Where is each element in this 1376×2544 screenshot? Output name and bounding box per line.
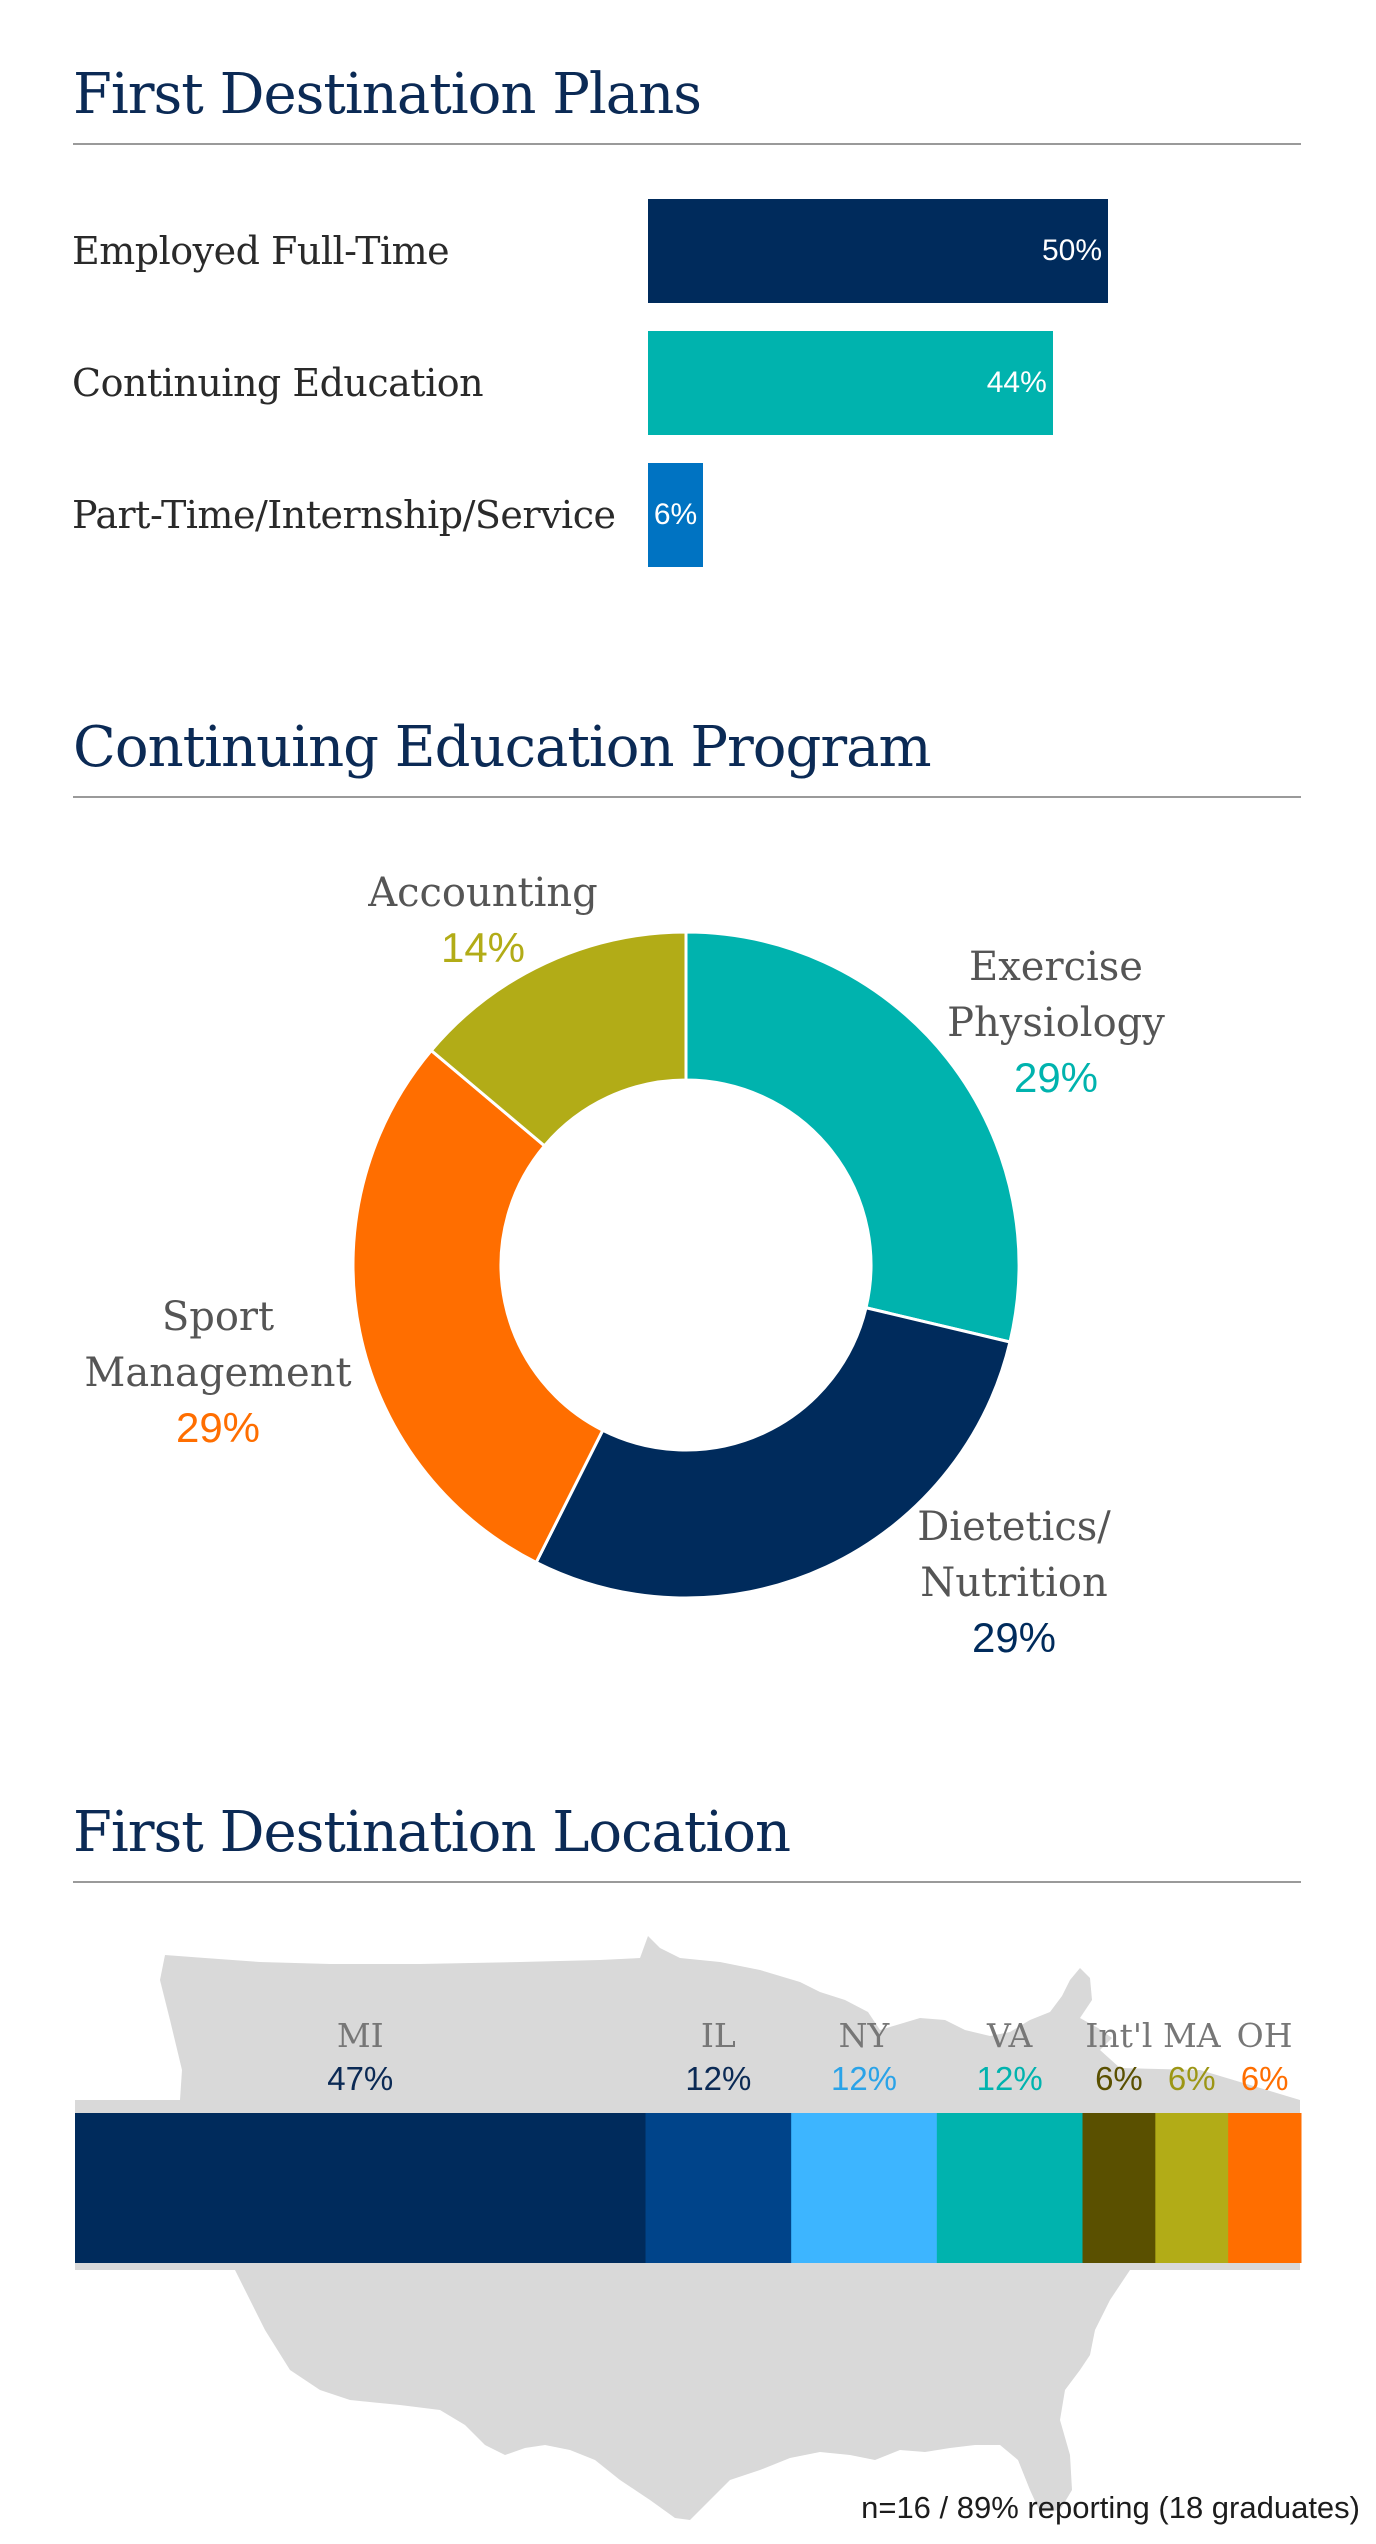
donut-slice-label: Nutrition <box>920 1560 1108 1606</box>
donut-slice-value: 14% <box>440 924 526 971</box>
donut-slice-label: Management <box>84 1350 352 1396</box>
sample-footnote: n=16 / 89% reporting (18 graduates) <box>861 2490 1360 2525</box>
bar-value-label: 6% <box>653 498 698 531</box>
location-segment <box>1155 2113 1228 2263</box>
location-value-label: 12% <box>976 2060 1043 2097</box>
donut-slice-label: Physiology <box>947 1000 1165 1046</box>
donut-slice-label: Exercise <box>969 944 1143 990</box>
location-segment <box>75 2113 646 2263</box>
donut-slice <box>353 1051 603 1563</box>
location-value-label: 47% <box>327 2060 394 2097</box>
location-value-label: 6% <box>1167 2060 1216 2097</box>
bar-category-label: Continuing Education <box>72 361 484 405</box>
donut-slice-label: Dietetics/ <box>917 1504 1111 1550</box>
location-value-label: 6% <box>1095 2060 1143 2097</box>
plans-title: First Destination Plans <box>73 62 701 127</box>
donut-slice <box>536 1308 1010 1598</box>
location-value-label: 12% <box>830 2060 898 2097</box>
bar <box>648 331 1053 435</box>
location-value-label: 6% <box>1240 2060 1289 2097</box>
bar <box>648 199 1108 303</box>
location-name-label: NY <box>838 2016 890 2055</box>
location-name-label: OH <box>1236 2016 1293 2055</box>
location-name-label: MI <box>336 2016 384 2055</box>
bar <box>648 463 703 567</box>
program-title: Continuing Education Program <box>73 715 931 780</box>
location-name-label: IL <box>700 2016 736 2055</box>
donut-slice <box>686 932 1019 1342</box>
location-segment <box>646 2113 792 2263</box>
donut-slice-value: 29% <box>1013 1054 1099 1101</box>
location-value-label: 12% <box>685 2060 752 2097</box>
bar-category-label: Employed Full-Time <box>72 229 450 273</box>
donut-slice-label: Sport <box>161 1294 275 1340</box>
location-segment <box>1083 2113 1156 2263</box>
location-name-label: Int'l <box>1085 2016 1153 2055</box>
location-segment <box>937 2113 1083 2263</box>
location-segment <box>791 2113 937 2263</box>
plans-divider <box>73 143 1301 145</box>
location-segment <box>1228 2113 1301 2263</box>
donut-slice-value: 29% <box>175 1404 261 1451</box>
program-divider <box>73 796 1301 798</box>
bar-value-label: 50% <box>1041 234 1102 267</box>
bar-category-label: Part-Time/Internship/Service <box>72 493 616 537</box>
program-donut-chart <box>0 840 1376 1700</box>
location-name-label: MA <box>1162 2016 1221 2055</box>
bar-value-label: 44% <box>986 366 1047 399</box>
location-title: First Destination Location <box>73 1800 791 1865</box>
donut-slice-value: 29% <box>971 1614 1057 1661</box>
location-divider <box>73 1881 1301 1883</box>
donut-slice-label: Accounting <box>368 870 598 916</box>
location-stacked-chart <box>0 1900 1376 2540</box>
location-name-label: VA <box>986 2016 1033 2055</box>
